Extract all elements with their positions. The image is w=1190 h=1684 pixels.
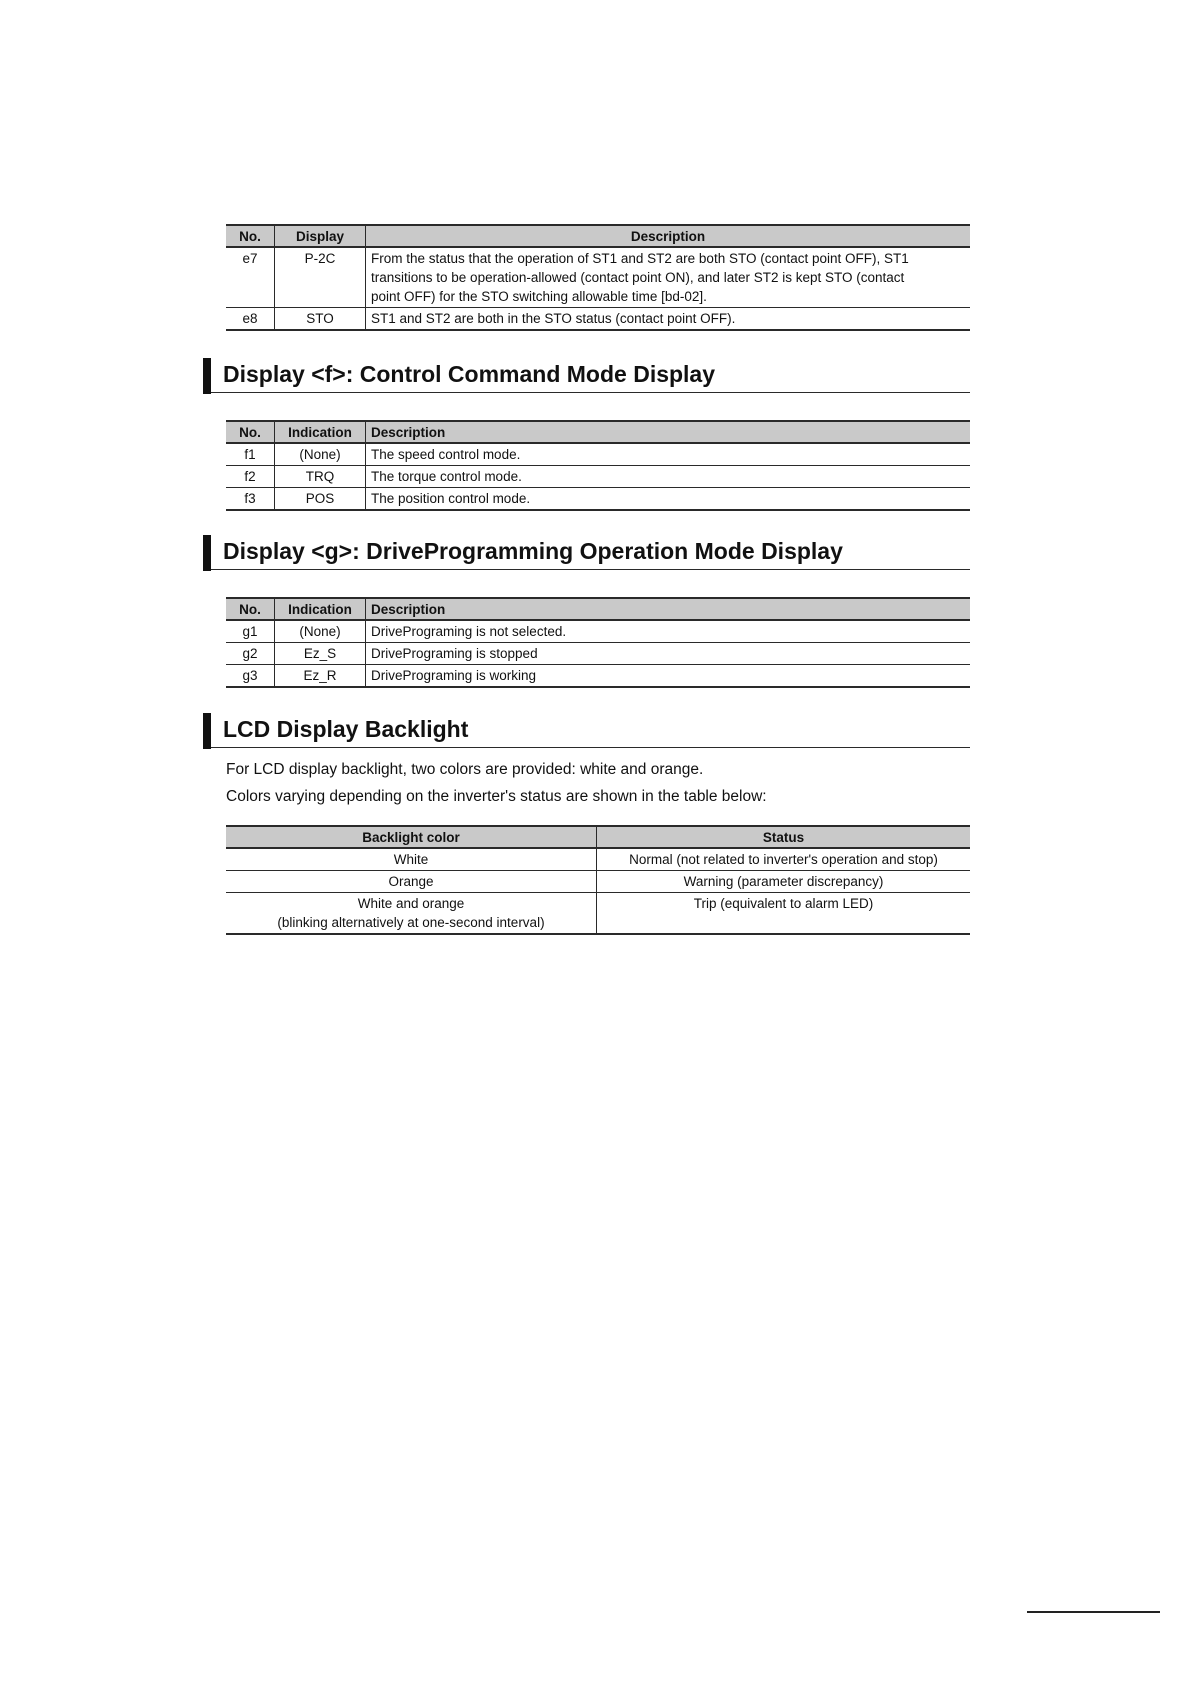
table-row: [226, 620, 970, 643]
backlight-table: [226, 825, 970, 935]
cell-indication: POS: [275, 488, 366, 511]
footer-rule: [1027, 1611, 1160, 1613]
table-e: [226, 224, 970, 331]
cell-indication: Ez_R: [275, 665, 366, 688]
cell-display: STO: [275, 308, 366, 331]
cell-no: f3: [226, 488, 275, 511]
col-header-no: No.: [226, 225, 275, 247]
cell-no: f2: [226, 466, 275, 488]
col-header-no: No.: [226, 598, 275, 620]
col-header-description: Description: [366, 225, 971, 247]
table-row: [226, 308, 970, 331]
cell-description: The torque control mode.: [366, 466, 971, 488]
table-header-row: [226, 421, 970, 443]
description-line: From the status that the operation of ST1 and ST2 are both STO (contact point OFF), ST1: [371, 251, 909, 266]
col-header-indication: Indication: [275, 598, 366, 620]
table-row: [226, 247, 970, 308]
table-f: [226, 420, 970, 511]
table-g-block: [226, 597, 970, 688]
cell-description: DrivePrograming is not selected.: [366, 620, 971, 643]
cell-backlight-color: [226, 871, 597, 893]
cell-description: [366, 247, 971, 308]
col-header-indication: Indication: [275, 421, 366, 443]
cell-description: The speed control mode.: [366, 443, 971, 466]
col-header-status: Status: [597, 826, 971, 848]
backlight-table-block: [226, 825, 970, 935]
table-row: [226, 848, 970, 871]
cell-status: Trip (equivalent to alarm LED): [597, 893, 971, 935]
cell-description: The position control mode.: [366, 488, 971, 511]
table-e-block: [226, 224, 970, 331]
col-header-display: Display: [275, 225, 366, 247]
table-g: [226, 597, 970, 688]
cell-no: g3: [226, 665, 275, 688]
cell-description: DrivePrograming is working: [366, 665, 971, 688]
cell-description: DrivePrograming is stopped: [366, 643, 971, 665]
section-heading-g: [203, 535, 970, 570]
color-line: White and orange: [357, 896, 465, 911]
cell-description: [366, 308, 971, 331]
heading-bar: [203, 535, 211, 571]
col-header-description: Description: [366, 598, 971, 620]
cell-indication: (None): [275, 620, 366, 643]
table-row: [226, 488, 970, 511]
cell-indication: (None): [275, 443, 366, 466]
section-title-lcd: LCD Display Backlight: [223, 716, 469, 742]
cell-no: f1: [226, 443, 275, 466]
description-line: ST1 and ST2 are both in the STO status (contact point OFF).: [371, 311, 736, 326]
table-row: [226, 893, 970, 935]
section-heading-f: [203, 358, 970, 393]
lcd-paragraph-1: For LCD display backlight, two colors are provided: white and orange.: [226, 761, 704, 778]
cell-indication: TRQ: [275, 466, 366, 488]
table-row: [226, 871, 970, 893]
color-line: (blinking alternatively at one-second interval): [277, 915, 545, 930]
cell-backlight-color: [226, 848, 597, 871]
table-row: [226, 443, 970, 466]
section-title-g: Display <g>: DriveProgramming Operation Mode Display: [223, 538, 843, 564]
table-row: [226, 665, 970, 688]
cell-display: P-2C: [275, 247, 366, 308]
color-line: White: [393, 852, 429, 867]
description-line: point OFF) for the STO switching allowable time [bd-02].: [371, 289, 707, 304]
cell-no: e8: [226, 308, 275, 331]
heading-bar: [203, 713, 211, 749]
table-header-row: [226, 826, 970, 848]
table-row: [226, 466, 970, 488]
table-f-block: [226, 420, 970, 511]
heading-bar: [203, 358, 211, 394]
col-header-no: No.: [226, 421, 275, 443]
description-line: transitions to be operation-allowed (contact point ON), and later ST2 is kept STO (contact: [371, 270, 905, 285]
section-heading-lcd: [203, 713, 970, 748]
cell-indication: Ez_S: [275, 643, 366, 665]
lcd-paragraph-2: Colors varying depending on the inverter's status are shown in the table below:: [226, 788, 767, 805]
section-title-f: Display <f>: Control Command Mode Display: [223, 361, 716, 387]
cell-status: Warning (parameter discrepancy): [597, 871, 971, 893]
cell-no: e7: [226, 247, 275, 308]
col-header-description: Description: [366, 421, 971, 443]
color-line: Orange: [388, 874, 434, 889]
cell-backlight-color: [226, 893, 597, 935]
table-row: [226, 643, 970, 665]
table-header-row: [226, 598, 970, 620]
cell-no: g2: [226, 643, 275, 665]
col-header-backlight-color: Backlight color: [226, 826, 597, 848]
cell-no: g1: [226, 620, 275, 643]
table-header-row: [226, 225, 970, 247]
cell-status: Normal (not related to inverter's operation and stop): [597, 848, 971, 871]
